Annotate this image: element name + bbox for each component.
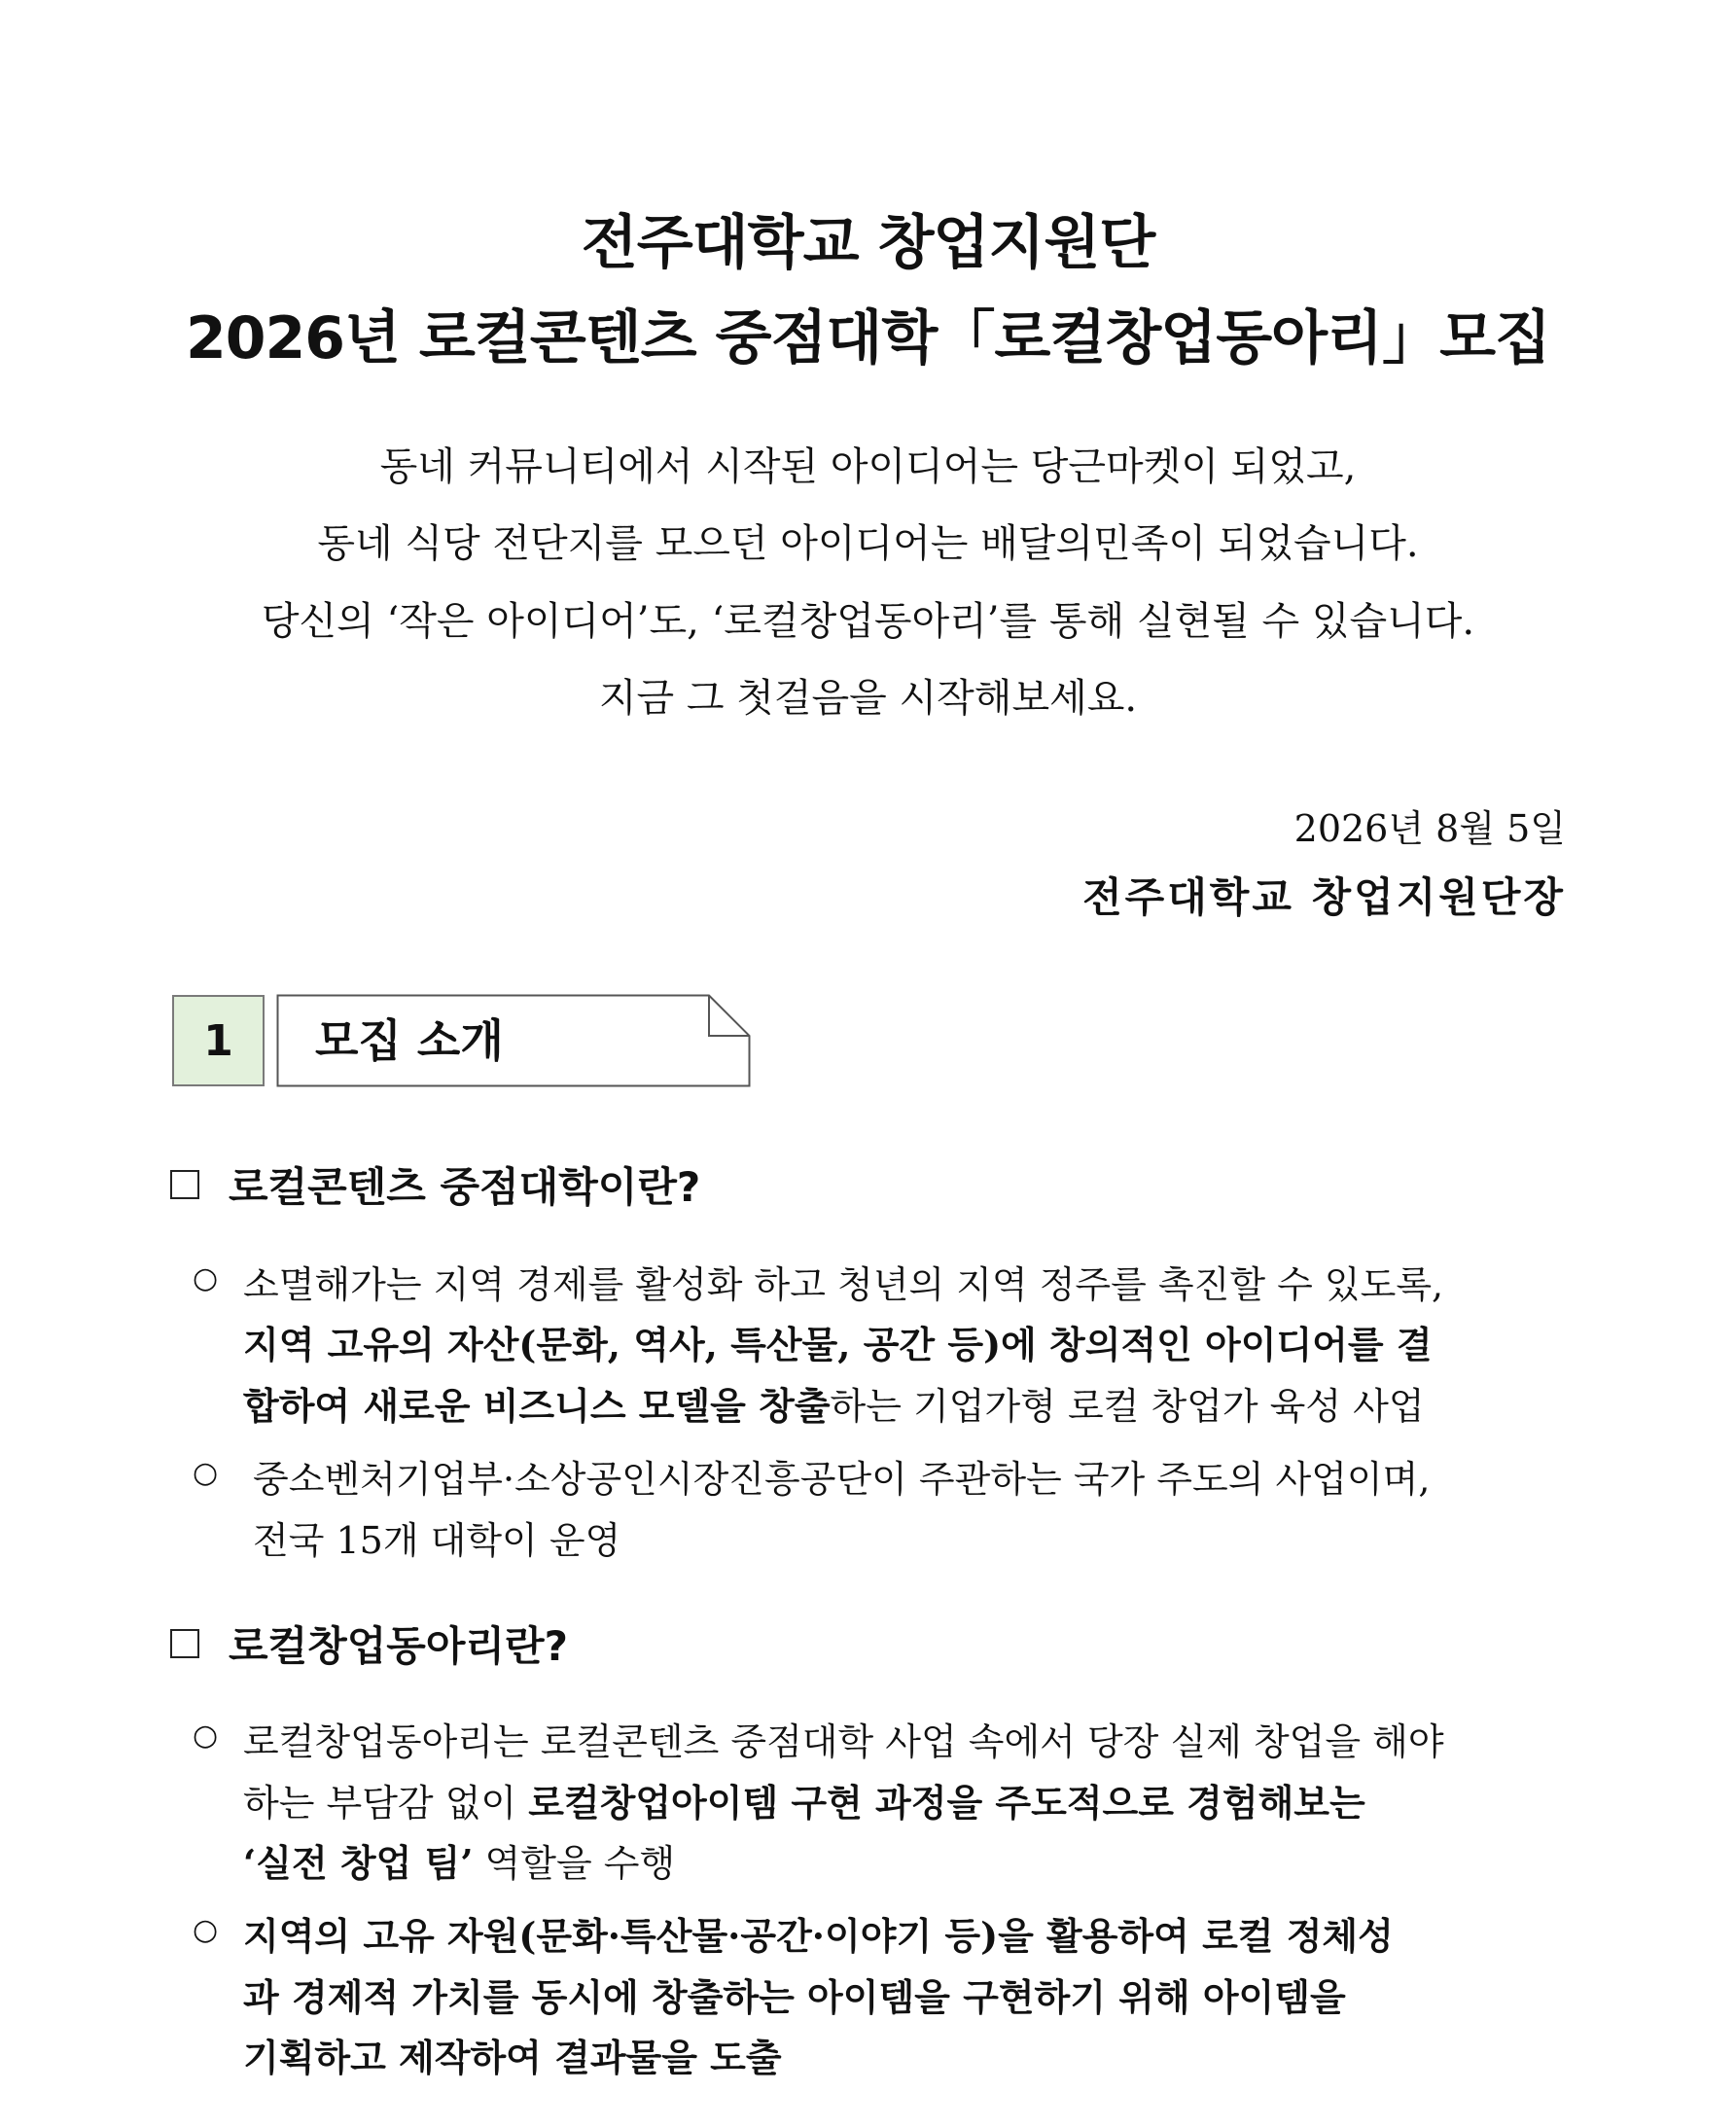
document-title-line2: 2026년 로컬콘텐츠 중점대학「로컬창업동아리」모집 bbox=[185, 304, 1550, 372]
item4-line2: 과 경제적 가치를 동시에 창출하는 아이템을 구현하기 위해 아이템을 bbox=[243, 1975, 1346, 2019]
item1-line2: 지역 고유의 자산(문화, 역사, 특산물, 공간 등)에 창의적인 아이디어를 결 bbox=[243, 1323, 1433, 1366]
item4-line3: 기획하고 제작하여 결과물을 도출 bbox=[243, 2036, 782, 2079]
signer-name: 전주대학교 창업지원단장 bbox=[1082, 873, 1566, 921]
item3-line3-rest: 역할을 수행 bbox=[473, 1842, 676, 1885]
item3-line3-emphasis: ‘실전 창업 팀’ bbox=[243, 1841, 474, 1885]
document-title-line1: 전주대학교 창업지원단 bbox=[581, 209, 1155, 277]
item1-line1: 소멸해가는 지역 경제를 활성화 하고 청년의 지역 정주를 촉진할 수 있도록, bbox=[243, 1263, 1444, 1306]
item3-line1: 로컬창업동아리는 로컬콘텐츠 중점대학 사업 속에서 당장 실제 창업을 해야 bbox=[243, 1720, 1444, 1763]
item3-line3 bbox=[243, 1833, 675, 1887]
checkbox-icon bbox=[170, 1170, 199, 1199]
checkbox-icon bbox=[170, 1629, 199, 1658]
intro-line-4: 지금 그 첫걸음을 시작해보세요. bbox=[598, 676, 1138, 721]
bullet-circle-icon: ○ bbox=[193, 1913, 219, 1947]
item2-line2: 전국 15개 대학이 운영 bbox=[253, 1519, 621, 1562]
bullet-circle-icon: ○ bbox=[193, 1719, 219, 1753]
section-number: 1 bbox=[172, 995, 265, 1086]
item4-line1: 지역의 고유 자원(문화·특산물·공간·이야기 등)을 활용하여 로컬 정체성 bbox=[243, 1914, 1394, 1958]
issue-date: 2026년 8월 5일 bbox=[1293, 807, 1566, 850]
intro-line-1: 동네 커뮤니티에서 시작된 아이디어는 당근마켓이 되었고, bbox=[379, 444, 1357, 489]
bullet-circle-icon: ○ bbox=[193, 1456, 219, 1490]
subheading-text: 로컬콘텐츠 중점대학이란? bbox=[229, 1163, 701, 1211]
section-title: 모집 소개 bbox=[315, 1014, 504, 1067]
bullet-circle-icon: ○ bbox=[193, 1261, 219, 1295]
item2-line1: 중소벤처기업부·소상공인시장진흥공단이 주관하는 국가 주도의 사업이며, bbox=[253, 1458, 1431, 1501]
section-title-box bbox=[276, 994, 751, 1087]
subheading-text: 로컬창업동아리란? bbox=[229, 1622, 568, 1670]
item3-line2 bbox=[243, 1773, 1365, 1826]
item3-line2-emphasis: 로컬창업아이템 구현 과정을 주도적으로 경험해보는 bbox=[528, 1781, 1365, 1825]
intro-line-3: 당신의 ‘작은 아이디어’도, ‘로컬창업동아리’를 통해 실현될 수 있습니다. bbox=[261, 599, 1475, 644]
subheading-local-startup-club bbox=[170, 1614, 568, 1673]
item1-line3 bbox=[243, 1376, 1425, 1430]
subheading-local-content-university bbox=[170, 1155, 700, 1214]
item1-line3-emphasis: 합하여 새로운 비즈니스 모델을 창출 bbox=[243, 1384, 831, 1428]
item1-line3-rest: 하는 기업가형 로컬 창업가 육성 사업 bbox=[830, 1385, 1425, 1428]
item3-line2-normal: 하는 부담감 없이 bbox=[243, 1782, 529, 1825]
intro-line-2: 동네 식당 전단지를 모으던 아이디어는 배달의민족이 되었습니다. bbox=[317, 521, 1419, 566]
